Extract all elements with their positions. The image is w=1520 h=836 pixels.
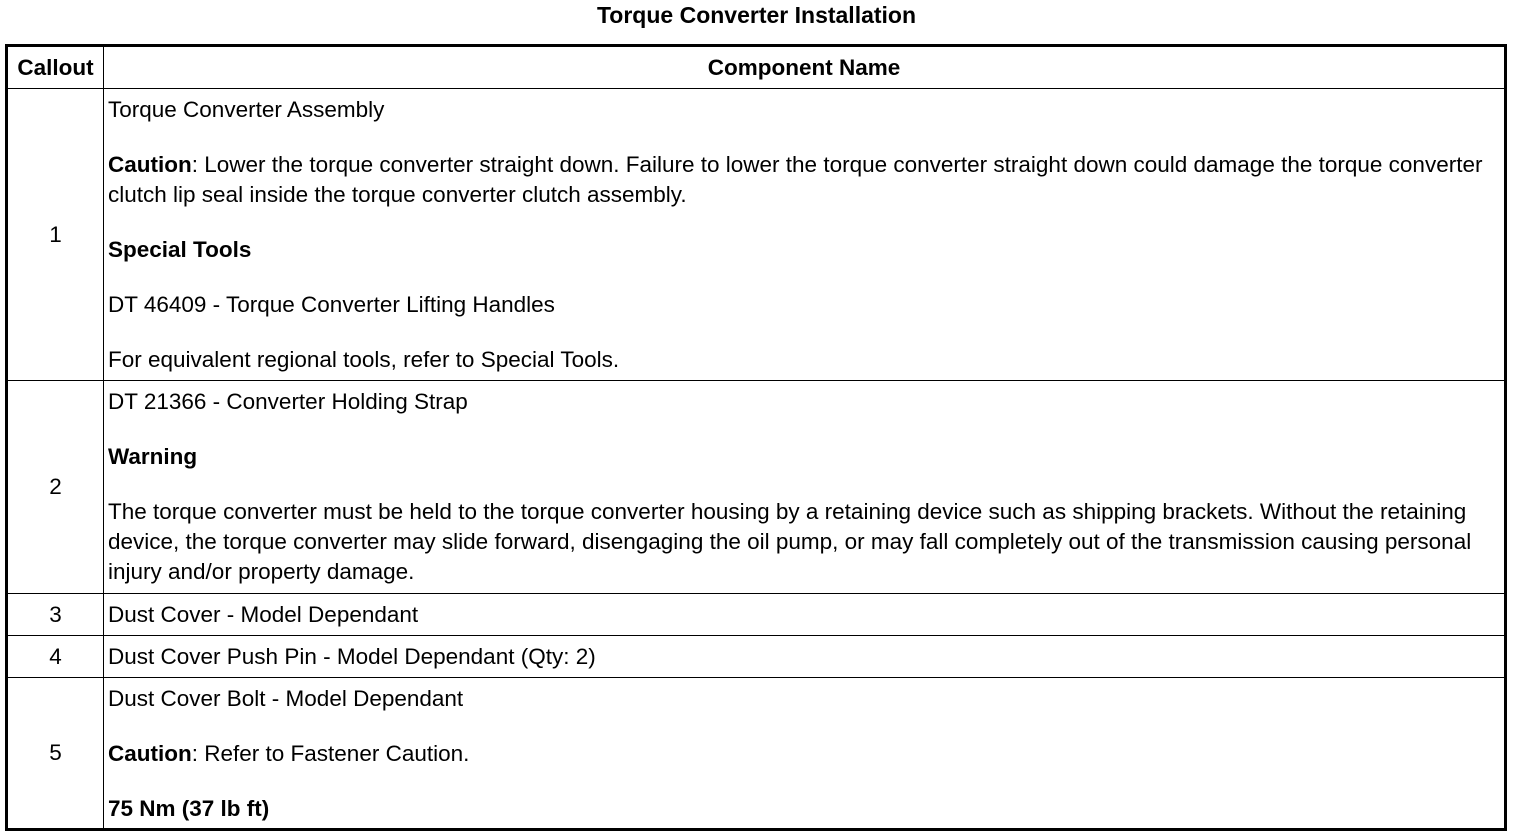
warning-text: The torque converter must be held to the torque converter housing by a retaining device such as shipping brackets. Without the retaining device, the torque converter may slide forward, disengaging the oil pump, or may fall completely out of the transmission causing personal injury and/or property damage. xyxy=(108,499,1472,584)
table-header-row xyxy=(7,46,1506,89)
caution-label: Caution xyxy=(108,741,192,766)
callout-number: 3 xyxy=(7,594,104,636)
table-row xyxy=(7,636,1506,678)
component-cell xyxy=(104,678,1506,830)
caution-note xyxy=(108,150,1498,210)
callout-number: 2 xyxy=(7,381,104,594)
component-name: Torque Converter Assembly xyxy=(108,97,385,122)
table-row xyxy=(7,678,1506,830)
component-name: DT 21366 - Converter Holding Strap xyxy=(108,389,468,414)
caution-label: Caution xyxy=(108,152,192,177)
caution-note xyxy=(108,739,1498,769)
caution-text: : Lower the torque converter straight down. Failure to lower the torque converter straight down could damage the torque converter clutch lip seal inside the torque converter clutch assembly. xyxy=(108,152,1483,207)
callout-number: 4 xyxy=(7,636,104,678)
warning-label: Warning xyxy=(108,444,198,469)
special-tool-item: DT 46409 - Torque Converter Lifting Handles xyxy=(108,292,555,317)
component-name: Dust Cover Bolt - Model Dependant xyxy=(108,686,464,711)
caution-text: : Refer to Fastener Caution. xyxy=(191,741,470,766)
table-row xyxy=(7,594,1506,636)
regional-tools-note: For equivalent regional tools, refer to Special Tools. xyxy=(108,347,620,372)
callout-number: 1 xyxy=(7,89,104,381)
components-table xyxy=(5,44,1507,831)
special-tools-heading: Special Tools xyxy=(108,237,252,262)
table-row xyxy=(7,381,1506,594)
page-title: Torque Converter Installation xyxy=(596,2,917,28)
callout-column-header: Callout xyxy=(7,46,104,89)
component-cell xyxy=(104,381,1506,594)
table-row xyxy=(7,89,1506,381)
component-name: Dust Cover Push Pin - Model Dependant (Qty: 2) xyxy=(104,636,1506,678)
component-name: Dust Cover - Model Dependant xyxy=(104,594,1506,636)
component-cell xyxy=(104,89,1506,381)
component-column-header: Component Name xyxy=(104,46,1506,89)
torque-spec: 75 Nm (37 lb ft) xyxy=(108,796,270,821)
callout-number: 5 xyxy=(7,678,104,830)
